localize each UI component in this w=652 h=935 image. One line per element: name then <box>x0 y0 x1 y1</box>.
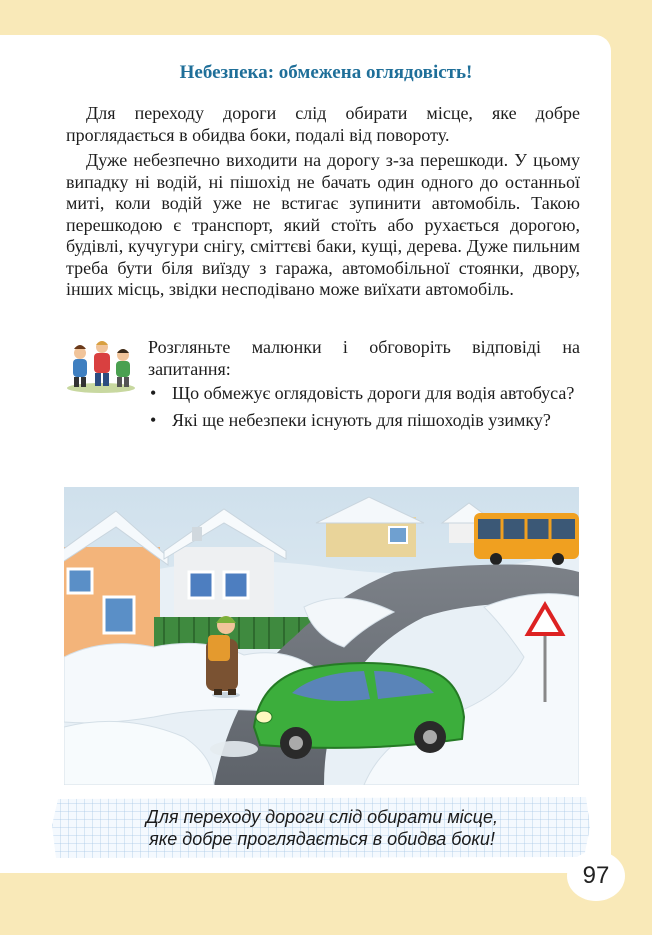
task-intro: Розгляньте малюнки і обговоріть відповіді на запитання: <box>148 337 580 379</box>
page-title: Небезпека: обмежена оглядовість! <box>179 62 473 83</box>
question-list <box>148 383 580 436</box>
bullet-icon: • <box>150 383 157 403</box>
question-text: Що обмежує оглядовість дороги для водія автобуса? <box>172 383 575 403</box>
paragraph-crossing-place: Для переходу дороги слід обирати місце, яке добре проглядається в обидва боки, подалі від повороту. <box>66 103 580 145</box>
bus <box>474 513 579 565</box>
page-number: 97 <box>582 862 610 889</box>
list-item <box>148 383 580 405</box>
winter-street-illustration <box>64 487 579 785</box>
key-note <box>52 806 592 850</box>
question-text: Які ще небезпеки існують для пішоходів узимку? <box>172 409 551 430</box>
children-discussing-icon <box>64 333 138 393</box>
list-item <box>148 410 580 432</box>
note-line-2: яке добре проглядається в обидва боки! <box>149 829 495 849</box>
note-line-1: Для переходу дороги слід обирати місце, <box>146 807 498 827</box>
bullet-icon: • <box>150 409 157 430</box>
paragraph-obstacle-danger: Дуже небезпечно виходити на дорогу з-за перешкоди. У цьому випадку ні водій, ні пішохід не бачать один одного до останньої миті, коли водій уже не встигає зупинити автомобіль. Такою перешкодою є транспорт, який стоїть або рухається дорогою, будівлі, кучугури снігу, сміттєві баки, кущі, дерева. Дуже пильним треба бути біля виїзду з гаража, автомобільної стоянки, двору, інших місць, звідки несподівано може виїхати автомобіль. <box>66 150 580 299</box>
green-car <box>254 663 464 759</box>
